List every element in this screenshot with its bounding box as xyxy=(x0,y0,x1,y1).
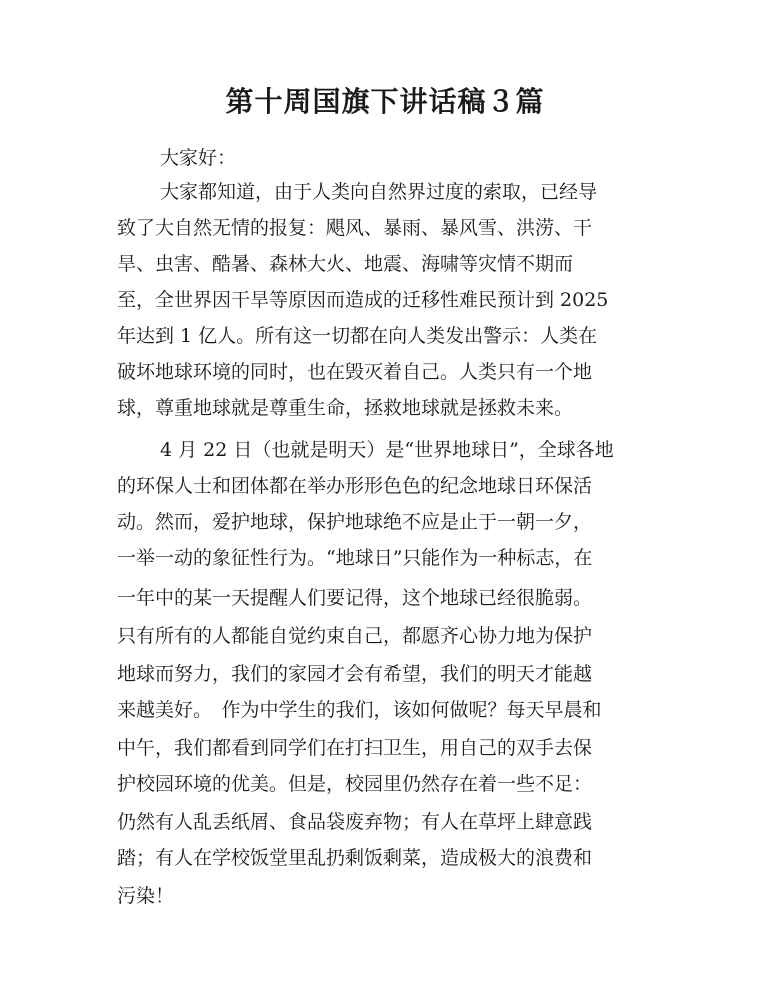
text-line: 地球而努力，我们的家园才会有希望，我们的明天才能越 xyxy=(117,663,593,685)
text-line: 大家好： xyxy=(160,147,237,169)
text-line: 一年中的某一天提醒人们要记得，这个地球已经很脆弱。 xyxy=(117,587,593,609)
document-title: 第十周国旗下讲话稿３篇 xyxy=(225,85,545,118)
text-line: 污染！ xyxy=(117,885,175,907)
text-line: 动。然而，爱护地球，保护地球绝不应是止于一朝一夕， xyxy=(117,511,593,533)
text-line: 来越美好。 作为中学生的我们，该如何做呢？每天早晨和 xyxy=(117,699,602,721)
text-line: 大家都知道，由于人类向自然界过度的索取，已经导 xyxy=(160,181,598,203)
text-line: 旱、虫害、酷暑、森林大火、地震、海啸等灾情不期而 xyxy=(117,253,574,275)
text-line: 破坏地球环境的同时，也在毁灭着自己。人类只有一个地 xyxy=(117,361,593,383)
text-line: 的环保人士和团体都在举办形形色色的纪念地球日环保活 xyxy=(117,475,593,497)
text-line: 致了大自然无情的报复：飓风、暴雨、暴风雪、洪涝、干 xyxy=(117,217,593,239)
text-line: 球，尊重地球就是尊重生命，拯救地球就是拯救未来。 xyxy=(117,397,574,419)
text-line: 只有所有的人都能自觉约束自己，都愿齐心协力地为保护 xyxy=(117,625,593,647)
text-line: 护校园环境的优美。但是，校园里仍然存在着一些不足： xyxy=(117,773,593,795)
text-line: 一举一动的象征性行为。“地球日”只能作为一种标志，在 xyxy=(117,547,593,569)
text-line: 踏；有人在学校饭堂里乱扔剩饭剩菜，造成极大的浪费和 xyxy=(117,847,593,869)
text-line: 年达到 1 亿人。所有这一切都在向人类发出警示：人类在 xyxy=(117,325,598,347)
text-line: 中午，我们都看到同学们在打扫卫生，用自己的双手去保 xyxy=(117,737,593,759)
text-line: 至，全世界因干旱等原因而造成的迁移性难民预计到 2025 xyxy=(117,289,609,311)
text-line: 仍然有人乱丢纸屑、食品袋废弃物；有人在草坪上肆意践 xyxy=(117,811,593,833)
text-line: 4 月 22 日（也就是明天）是“世界地球日”，全球各地 xyxy=(160,439,614,461)
